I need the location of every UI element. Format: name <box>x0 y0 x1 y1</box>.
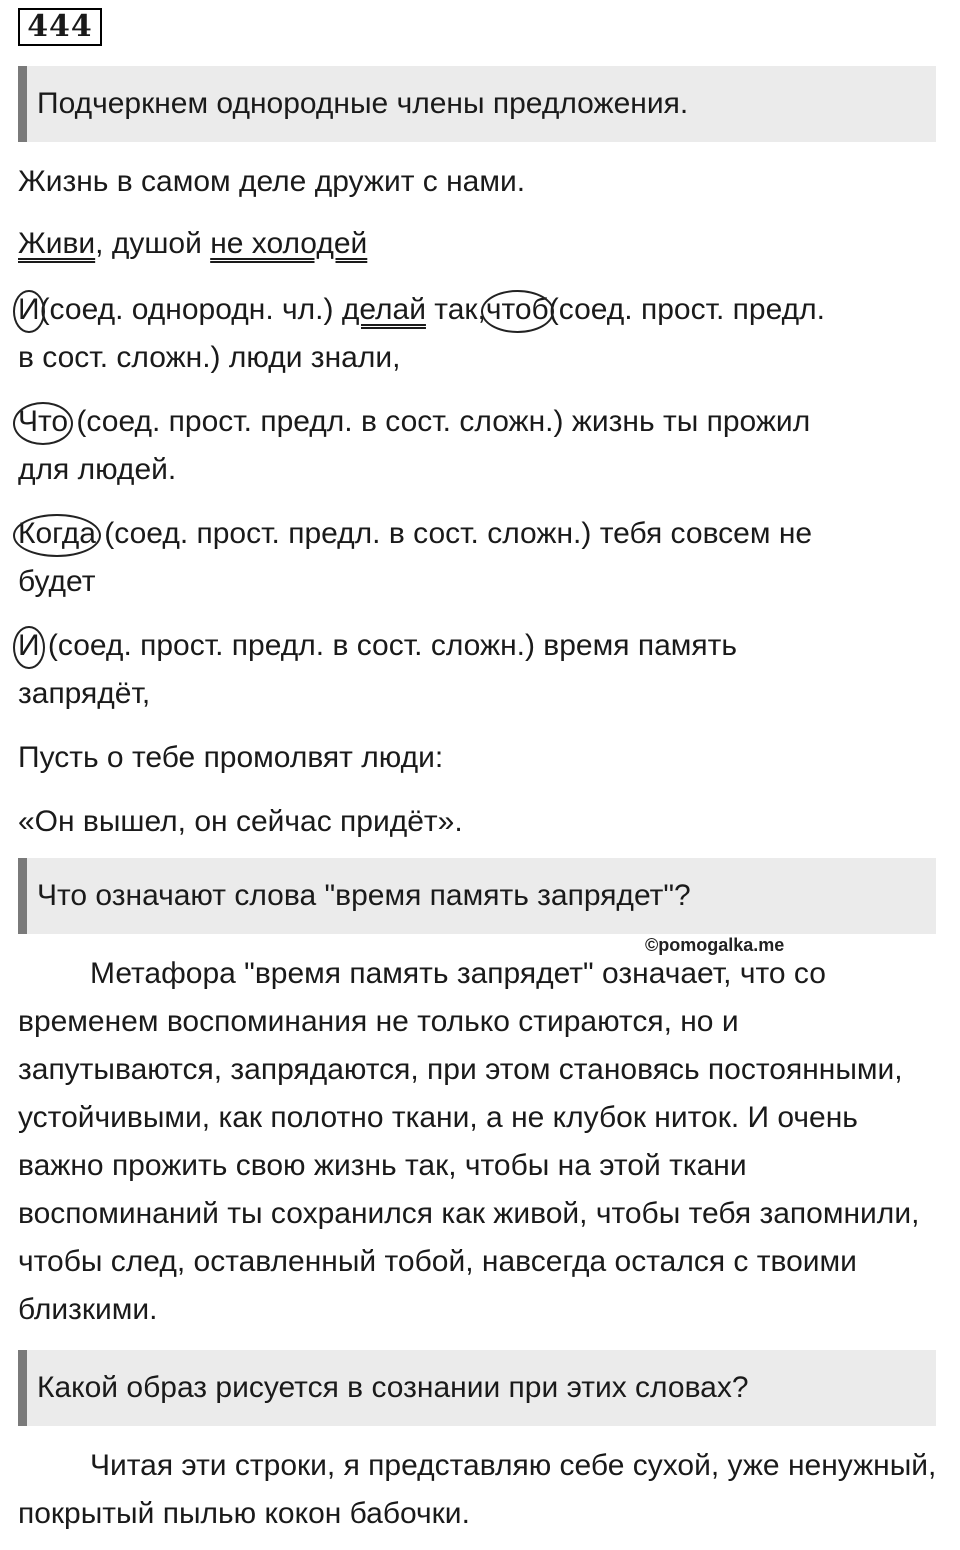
poem-line-8: будет <box>18 565 96 598</box>
task-number: 444 <box>18 8 102 46</box>
poem-line-4: в сост. сложн.) люди знали, <box>18 341 401 374</box>
annotation: (соед. прост. предл. в сост. сложн.) тебя совсем не <box>95 517 813 550</box>
poem-line-7 <box>18 510 812 558</box>
poem-text: так, <box>425 293 486 326</box>
circled-conjunction-i: И <box>18 286 40 334</box>
circled-conjunction-chto: Что <box>18 398 68 446</box>
circled-conjunction-i-2: И <box>18 622 40 670</box>
task-heading-2: Что означают слова "время память запрядет"? <box>18 858 936 934</box>
poem-line-10: запрядёт, <box>18 677 151 710</box>
watermark: ©pomogalka.me <box>645 935 785 955</box>
circled-conjunction-chtob: чтоб <box>486 286 549 334</box>
task-heading-1: Подчеркнем однородные члены предложения. <box>18 66 936 142</box>
annotation: (соед. прост. предл. в сост. сложн.) время память <box>39 629 737 662</box>
annotation: (соед. прост. предл. в сост. сложн.) жизнь ты прожил <box>68 405 811 438</box>
poem-line-5 <box>18 398 810 446</box>
predicate-delai: делай <box>341 293 426 326</box>
poem-line-1: Жизнь в самом деле дружит с нами. <box>18 165 526 198</box>
poem-line-9 <box>18 622 737 670</box>
poem-line-11: Пусть о тебе промолвят люди: <box>18 741 444 774</box>
answer-3-paragraph: Читая эти строки, я представляю себе сухой, уже ненужный, покрытый пылью кокон бабочки. <box>18 1449 937 1530</box>
poem-line-6: для людей. <box>18 453 177 486</box>
poem-text: , душой <box>95 227 211 260</box>
circled-conjunction-kogda: Когда <box>18 510 96 558</box>
annotation: (соед. прост. предл. <box>548 293 825 326</box>
predicate-ne-kholodei: не холодей <box>210 227 368 260</box>
annotation: (соед. однородн. чл.) <box>39 293 342 326</box>
poem-line-12: «Он вышел, он сейчас придёт». <box>18 805 463 838</box>
answer-2-paragraph: Метафора "время память запрядет" означает, что со временем воспоминания не только стираются, но и запутываются, запрядаются, при этом становясь постоянными, устойчивыми, как полотно ткани, а не клубок ниток. И очень важно прожить свою жизнь так, чтобы на этой ткани воспоминаний ты сохранился как живой, чтобы тебя запомнили, чтобы след, оставленный тобой, навсегда остался с твоими близкими. <box>18 957 920 1326</box>
poem-line-2 <box>18 220 367 268</box>
predicate-zhivi: Живи <box>18 227 96 260</box>
task-heading-3: Какой образ рисуется в сознании при этих словах? <box>18 1350 936 1426</box>
poem-line-3 <box>18 286 825 334</box>
